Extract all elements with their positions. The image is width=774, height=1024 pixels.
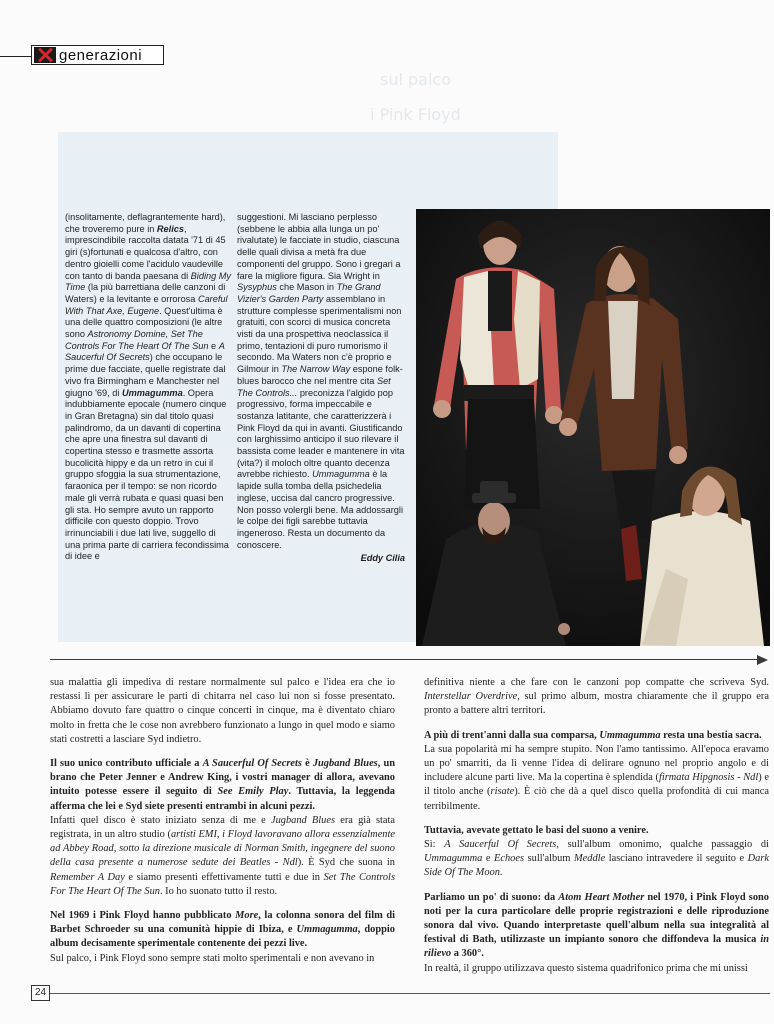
text-run: La sua popolarità mi ha sempre stupito. Non l'amo tantissimo. All'epoca eravamo un po' smarriti, da lì venne l'idea di delirare ognuno nel proprio angolo e di includere alcune parti live. Ma la copertina è splendida ( <box>424 743 769 784</box>
text-run: Jugband Blues <box>312 758 378 770</box>
text-run: sull'album <box>524 853 574 865</box>
text-run: Nel 1969 i Pink Floyd hanno pubblicato <box>50 910 236 922</box>
text-run: Tuttavia, avevate gettato le basi del suono a venire. <box>424 824 649 836</box>
text-run: Set The Controls... <box>237 375 391 398</box>
arrow-right-icon <box>757 655 768 665</box>
text-run: ). È Syd che suona in <box>297 857 395 869</box>
text-run: The Narrow Way <box>281 364 351 375</box>
interview-answer <box>50 676 395 747</box>
review-column-2 <box>237 212 405 565</box>
text-run: , un brano che Peter Jenner e Andrew King, i vostri manager di allora, avevano intuito potesse essere il seguito di <box>50 758 395 798</box>
text-run: ) che occupano le prime due facciate, quelle registrate dal vivo fra Birmingham e Manchester nel giugno '69, di <box>65 352 226 398</box>
text-run: ). È ciò che dà a quel disco quella profondità di cui manca terribilmente. <box>424 786 769 812</box>
text-run: preconizza l'algido pop progressivo, forma impeccabile e sostanza latitante, che caratterizzerà i Pink Floyd da qui in avanti. Giustificando con larghissimo anticipo il suo rilevare il bassista come leader e mantenere in vita (vita?) il moloch oltre quanto decenza avrebbe richiesto. <box>237 387 405 480</box>
text-run: Relics <box>156 223 184 234</box>
text-run: Set The Controls For The Heart Of The Sun <box>50 871 395 897</box>
interview-question <box>424 729 769 743</box>
review-byline: Eddy Cilia <box>360 553 405 564</box>
text-run: ) e il titolo anche ( <box>424 772 769 798</box>
text-run: nel 1970, i Pink Floyd sono noti per la cura particolare delle proprie registrazioni e delle riproduzione sonora dal vivo. Quando interpretaste quell'album nella sua integralità al festival di Bath, utilizzaste un impianto sonoro che diffondeva la musica <box>424 891 769 946</box>
text-run: artisti EMI, i Floyd lavoravano allora essenzialmente ad Abbey Road, sotto la direzione musicale di Norman Smith, ingegnere del suono della casa presente a numerose sedute dei Beatles - Ndl <box>50 829 395 869</box>
text-run: suggestioni. Mi lasciano perplesso (sebbene le abbia alla lunga un po' rivalutate) le facciate in studio, ciascuna delle quali divisa a metà fra due componenti del gruppo. Sono i gregari a fare la migliore figura. Sia Wright in <box>237 212 401 281</box>
interview-answer <box>50 952 395 966</box>
band-photo-illustration <box>416 209 770 646</box>
text-run: Dark Side Of The Moon <box>424 853 769 879</box>
x-logo-icon <box>34 47 56 63</box>
text-run: Sysyphus <box>237 282 277 293</box>
text-run: Astronomy Domine, Set The Controls For The Heart Of The Sun <box>65 329 209 351</box>
page-number: 24 <box>31 985 50 1001</box>
text-run: . Opera indubbiamente epocale (numero cinque in Gran Bretagna) sin dal titolo quasi palindromo, da un davanti di copertina che apre una finestra sul davanti di copertina stesso e trasmette assorta bucolicità hippy e da un retro in cui il gruppo sfoggia la sua strumentazione, faraonica per il tempo: se non ricordo male gli verrà rubata e quasi quasi ben gli sta. Ho sempre avuto un rapporto difficile con questo doppio. Trovo irrinunciabili i due lati live, suggello di una prima parte di carriera fecondissima di idee e <box>65 387 229 562</box>
text-run: risate <box>490 786 515 798</box>
text-run: . Tuttavia, la leggenda afferma che lei e Syd siete presenti entrambi in alcuni pezzi. <box>50 786 395 812</box>
show-through-text-2: i Pink Floyd <box>370 105 461 124</box>
text-run: lasciano intravedere il seguito e <box>605 853 748 865</box>
text-run: in rilievo <box>424 934 769 960</box>
text-run: e <box>482 853 495 865</box>
text-run: Sul palco, i Pink Floyd sono sempre stati molto sperimentali e non avevano in <box>50 952 375 964</box>
review-column-1 <box>65 212 233 563</box>
interview-question <box>50 757 395 814</box>
text-run: assemblano in strutture complesse sperimentalismi non gratuiti, con scorci di musica concreta visti da una prospettiva neoclassica il primo, tentazioni di puro rumorismo il secondo. Ma Waters non c'è proprio e Gilmour in <box>237 293 402 375</box>
text-run: resta una bestia sacra. <box>660 729 762 741</box>
text-run: Remember A Day <box>50 871 125 883</box>
text-run: (insolitamente, deflagrantemente hard), che troveremo pure in <box>65 212 226 234</box>
text-run: Biding My Time <box>65 270 232 293</box>
interview-column-left <box>50 676 395 976</box>
review-paragraph-1 <box>65 212 233 563</box>
interview-answer <box>424 676 769 719</box>
interview-question <box>424 891 769 962</box>
text-run: A più di trent'anni dalla sua comparsa, <box>424 729 600 741</box>
text-run: Interstellar Overdrive <box>424 691 518 703</box>
section-title: generazioni <box>59 46 143 64</box>
text-run: Jugband Blues <box>270 814 336 826</box>
band-photo <box>416 209 770 646</box>
text-run: Echoes <box>494 853 525 865</box>
text-run: a 360°. <box>451 948 484 960</box>
text-run: era già stata registrata, in un altro studio ( <box>50 814 395 841</box>
text-run: firmata Hipgnosis - Ndl <box>658 772 759 784</box>
text-run: , la colonna sonora del film di Barbet Schroeder su una comunità hippie di Ibiza, e <box>50 910 395 936</box>
text-run: e <box>208 340 219 351</box>
interview-answer <box>424 962 769 976</box>
show-through-text-1: sul palco <box>380 70 451 89</box>
text-run: espone folk-blues barocco che nel mentre cita <box>237 364 403 386</box>
text-run: A Saucerful Of Secrets <box>65 340 225 363</box>
interview-question <box>50 909 395 952</box>
text-run: A Saucerful Of Secrets <box>444 839 557 851</box>
text-run: . <box>499 867 503 879</box>
footer-rule <box>50 993 770 994</box>
text-run: . Io ho suonato tutto il resto. <box>159 885 278 897</box>
text-run: Meddle <box>574 853 606 865</box>
text-run: Il suo unico contributo ufficiale a <box>50 758 203 770</box>
interview-answer <box>50 814 395 899</box>
text-run: Ummagumma <box>296 924 358 936</box>
text-run: , doppio album decisamente sperimentale contenente dei pezzi live. <box>50 924 395 950</box>
section-tag <box>31 45 164 65</box>
interview-question <box>424 824 769 838</box>
text-run: Parliamo un po' di suono: da <box>424 891 559 903</box>
review-paragraph-2 <box>237 212 405 551</box>
text-run: . Quest'ultima è una delle quattro composizioni (le altre sono <box>65 305 223 340</box>
text-run: (la più barrettiana delle canzoni di Waters) e la levitante e orrorosa <box>65 282 226 304</box>
section-divider <box>50 659 760 660</box>
text-run: In realtà, il gruppo utilizzava questo sistema quadrifonico prima che mi unissi <box>424 962 748 974</box>
text-run: Careful With That Axe, Eugene <box>65 293 228 316</box>
text-run: More <box>235 910 259 922</box>
text-run: Atom Heart Mother <box>558 891 645 903</box>
text-run: Ummagumma <box>424 853 483 865</box>
text-run: See Emily Play <box>217 786 289 798</box>
text-run: definitiva niente a che fare con le canzoni pop compatte che scriveva Syd. <box>424 677 769 688</box>
text-run: , sul primo album, mostra chiaramente che il gruppo era pronto a battere altri territori. <box>424 691 769 717</box>
text-run: che Mason in <box>276 282 337 293</box>
text-run: è <box>301 758 313 770</box>
text-run: Ummagumma <box>599 729 661 741</box>
interview-answer <box>424 743 769 814</box>
text-run: A Saucerful Of Secrets <box>202 758 302 770</box>
text-run: , sull'album omonimo, qualche passaggio di <box>556 839 769 851</box>
text-run: Ummagumma <box>121 387 183 398</box>
text-run: Sì: <box>424 839 445 851</box>
header-rule <box>0 56 31 57</box>
text-run: sua malattia gli impediva di restare normalmente sul palco e l'idea era che io restassi lì per assicurare le parti di chitarra nel caso lui non si fosse presentato. Abbiamo dovuto fare quattro o cinque concerti in cinque, ma è diventato chiaro molto in fretta che le cose non avrebbero funzionato a lungo in quel modo e siamo stati costretti a lasciare Syd indietro. <box>50 677 395 745</box>
text-run: The Grand Vizier's Garden Party <box>237 282 381 304</box>
text-run: , imprescindibile raccolta datata '71 di 45 giri (s)fortunati e qualcosa d'altro, con dentro gioielli come l'acidulo vaudeville con tanto di banda paesana di <box>65 223 226 281</box>
interview-column-right <box>424 676 769 986</box>
interview-answer <box>424 838 769 881</box>
text-run: Ummagumma <box>312 469 370 480</box>
text-run: è la lapide sulla tomba della psichedelia inglese, uccisa dal cancro progressive. Non posso volergli bene. Ma addossargli le colpe dei figli sarebbe tuttavia ingeneroso. Resta un documento da conoscere. <box>237 469 403 550</box>
text-run: e siamo presenti effettivamente tutti e due in <box>124 871 324 883</box>
text-run: Infatti quel disco è stato iniziato senza di me e <box>50 814 271 826</box>
